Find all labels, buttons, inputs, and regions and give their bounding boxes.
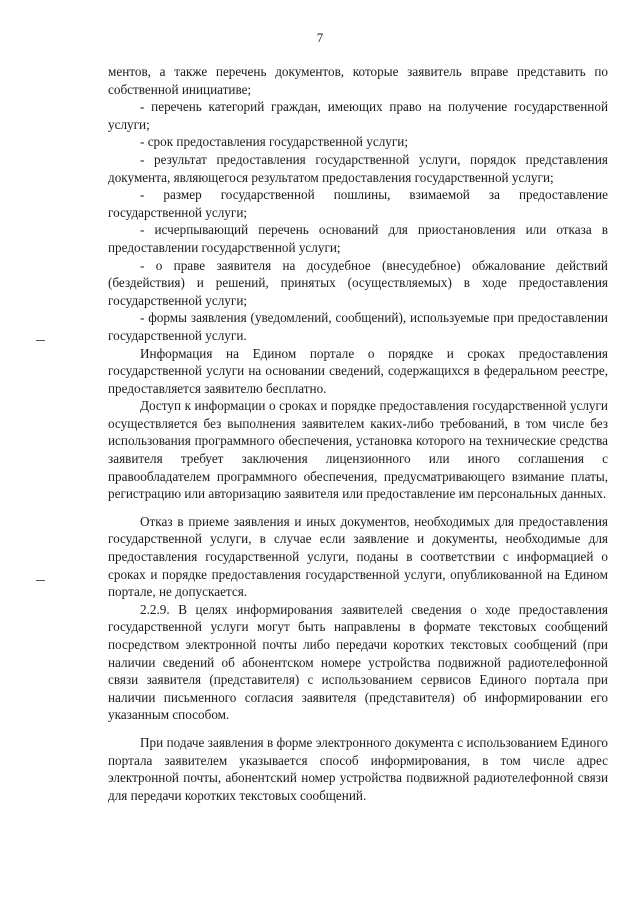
list-item-appeal-right: - о праве заявителя на досудебное (внесудебное) обжалование действий (бездействия) и решений, принятых (осуществляемых) в ходе предоставления государственной услуги; [108,257,608,308]
list-item-citizen-categories: - перечень категорий граждан, имеющих право на получение государственной услуги; [108,99,608,132]
list-item-service-term: - срок предоставления государственной услуги; [140,134,409,150]
paragraph-section-2-2-9: 2.2.9. В целях информирования заявителей сведения о ходе предоставления государственной услуги могут быть направлены в формате текстовых сообщений посредством электронной почты либо передачи коротких текстовых сообщений (при наличии сведений об абонентском номере устройства подвижной радиотелефонной связи заявителя (представителя) с использованием сервисов Единого портала при наличии письменного согласия заявителя (представителя) об информировании его указанным способом. [108,601,608,723]
page-number: 7 [316,30,324,45]
list-item-application-forms: - формы заявления (уведомлений, сообщений), используемые при предоставлении государственной услуги. [108,310,608,343]
paragraph-portal-info-free: Информация на Едином портале о порядке и сроках предоставления государственной услуги на основании сведений, содержащихся в федеральном реестре, предоставляется заявителю бесплатно. [108,345,608,396]
paragraph-notification-method: При подаче заявления в форме электронного документа с использованием Единого портала заявителем указывается способ информирования, в том числе адрес электронной почты, абонентский номер устройства подвижной радиотелефонной связи для передачи коротких текстовых сообщений. [108,734,608,803]
margin-mark [36,580,45,581]
paragraph-documents-continuation: ментов, а также перечень документов, которые заявитель вправе представить по собственной инициативе; [108,64,608,97]
margin-mark [36,340,45,341]
document-body [108,63,608,804]
list-item-refusal-grounds: - исчерпывающий перечень оснований для приостановления или отказа в предоставлении государственной услуги; [108,222,608,255]
list-item-service-result: - результат предоставления государственной услуги, порядок представления документа, являющегося результатом предоставления государственной услуги; [108,151,608,185]
list-item-state-fee: - размер государственной пошлины, взимаемой за предоставление государственной услуги; [108,187,608,220]
paragraph-access-without-requirements: Доступ к информации о сроках и порядке предоставления государственной услуги осуществляется без выполнения заявителем каких-либо требований, в том числе без использования программного обеспечения, установка которого на технические средства заявителя требует заключения лицензионного или иного соглашения с правообладателем программного обеспечения, предусматривающего взимание платы, регистрацию или авторизацию заявителя или предоставление им персональных данных. [108,398,608,502]
paragraph-refusal-not-allowed: Отказ в приеме заявления и иных документов, необходимых для предоставления государственной услуги, в случае если заявление и документы, необходимые для предоставления государственной услуги, поданы в соответствии с информацией о сроках и порядке предоставления государственной услуги, опубликованной на Едином портале, не допускается. [108,513,608,600]
